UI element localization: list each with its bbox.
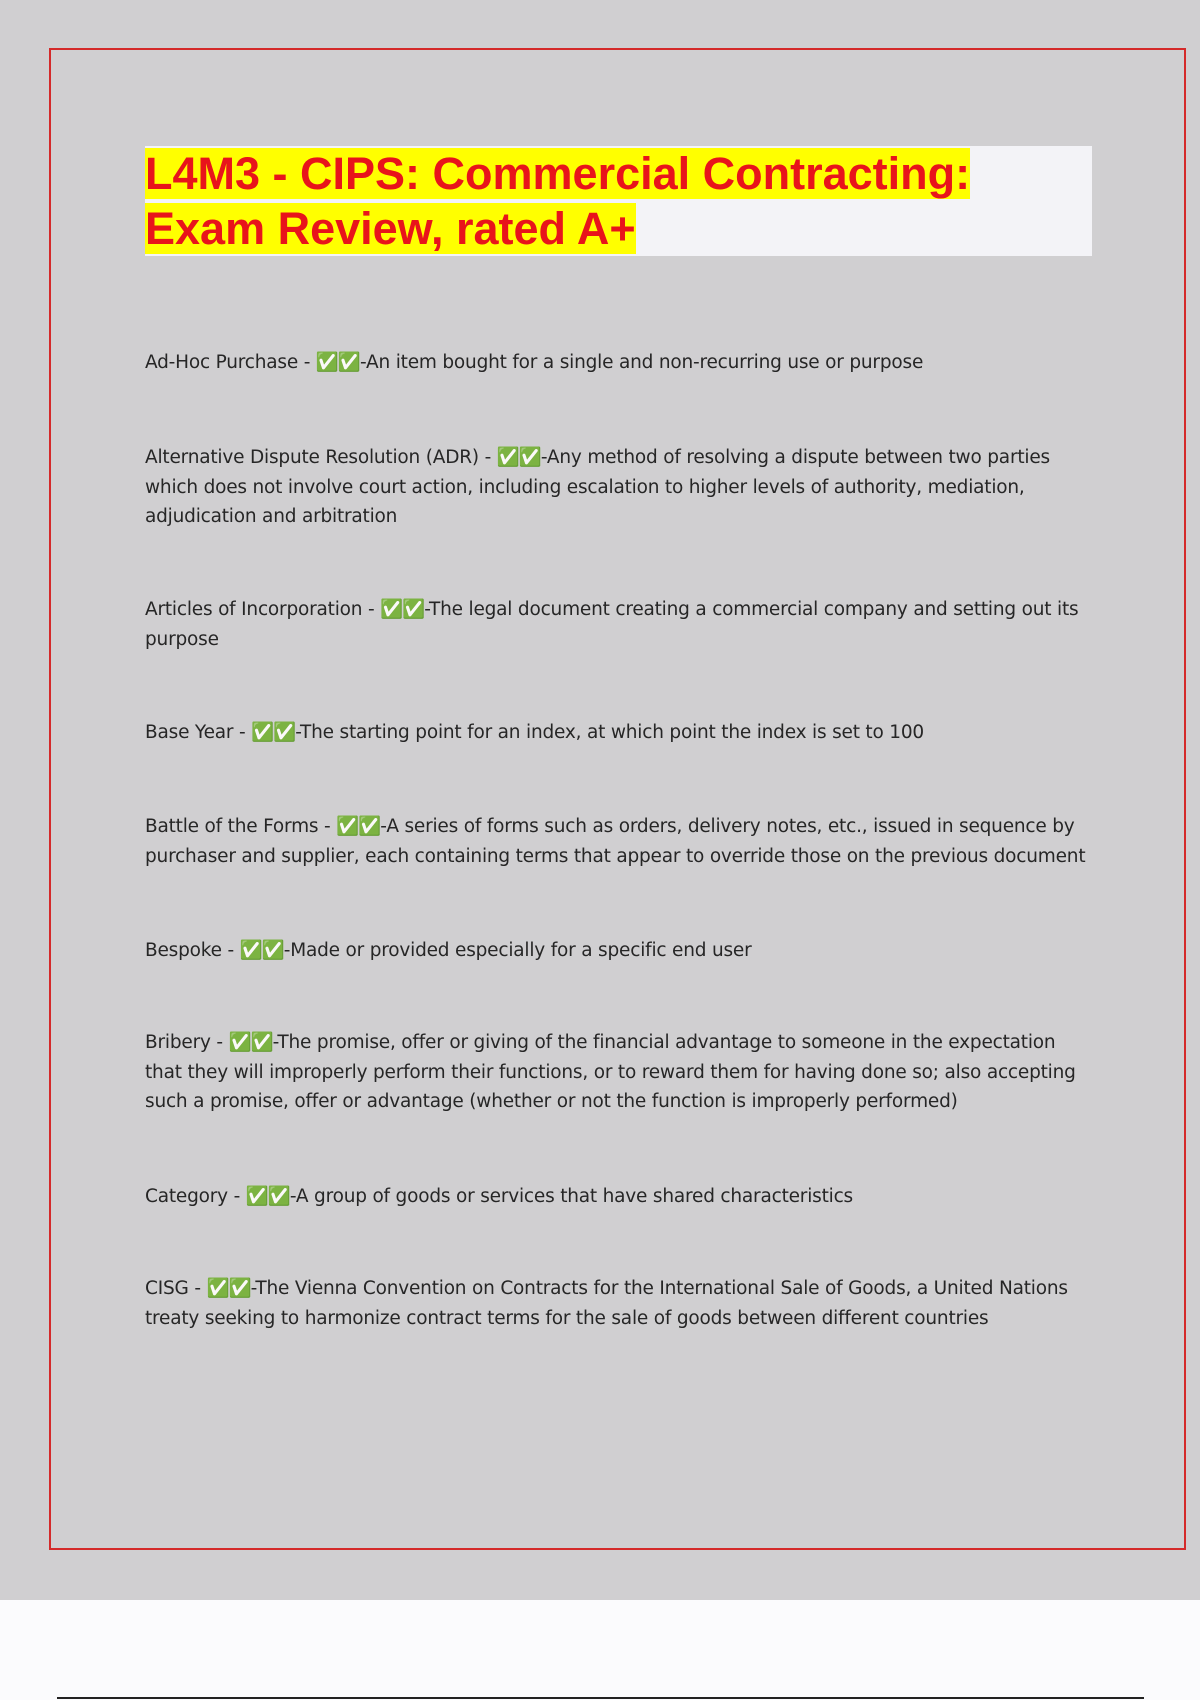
entry-term: Ad-Hoc Purchase <box>145 352 299 373</box>
title-line-2: Exam Review, rated A+ <box>145 203 636 254</box>
entry-separator: - <box>478 447 497 468</box>
entry-separator: - <box>233 722 252 743</box>
glossary-entry <box>145 812 1090 871</box>
entry-definition: -The legal document creating a commercial company and setting out its purpose <box>145 599 1079 650</box>
glossary-entry <box>145 1274 1090 1333</box>
entry-separator: - <box>210 1032 229 1053</box>
entry-separator: - <box>188 1278 207 1299</box>
double-check-icon: ✅✅ <box>496 447 541 468</box>
double-check-icon: ✅✅ <box>336 816 381 837</box>
entry-separator: - <box>362 599 381 620</box>
entry-term: Base Year <box>145 722 234 743</box>
double-check-icon: ✅✅ <box>206 1278 251 1299</box>
double-check-icon: ✅✅ <box>239 940 284 961</box>
entry-definition: -Made or provided especially for a specific end user <box>283 940 752 961</box>
glossary-entry <box>145 936 1090 966</box>
entry-term: Category <box>145 1186 228 1207</box>
entry-definition: -An item bought for a single and non-recurring use or purpose <box>359 352 924 373</box>
double-check-icon: ✅✅ <box>245 1186 290 1207</box>
glossary-entry <box>145 718 1090 748</box>
double-check-icon: ✅✅ <box>315 352 360 373</box>
entry-term: Bribery <box>145 1032 211 1053</box>
entry-separator: - <box>318 816 337 837</box>
entry-definition: -The Vienna Convention on Contracts for the International Sale of Goods, a United Nations treaty seeking to harmonize contract terms for the sale of goods between different countries <box>145 1278 1068 1329</box>
entry-definition: -Any method of resolving a dispute between two parties which does not involve court action, including escalation to higher levels of authority, mediation, adjudication and arbitration <box>145 447 1050 527</box>
entry-separator: - <box>298 352 316 373</box>
glossary-entry <box>145 1182 1090 1212</box>
page-divider-line <box>57 1697 1144 1699</box>
entry-definition: -A group of goods or services that have shared characteristics <box>289 1186 853 1207</box>
entry-definition: -The starting point for an index, at which point the index is set to 100 <box>295 722 924 743</box>
entry-term: Bespoke <box>145 940 222 961</box>
title-line-1: L4M3 - CIPS: Commercial Contracting: <box>145 148 971 199</box>
next-page-preview <box>0 1600 1200 1700</box>
glossary-entry <box>145 443 1090 532</box>
entry-term: Alternative Dispute Resolution (ADR) <box>145 447 479 468</box>
entry-term: Articles of Incorporation <box>145 599 363 620</box>
entry-term: Battle of the Forms <box>145 816 319 837</box>
glossary-entry <box>145 1028 1090 1117</box>
double-check-icon: ✅✅ <box>251 722 296 743</box>
double-check-icon: ✅✅ <box>380 599 425 620</box>
entry-separator: - <box>227 1186 246 1207</box>
entry-definition: -The promise, offer or giving of the financial advantage to someone in the expectation that they will improperly perform their functions, or to reward them for having done so; also accepting such a promise, offer or advantage (whether or not the function is improperly performed) <box>145 1032 1076 1112</box>
entry-definition: -A series of forms such as orders, delivery notes, etc., issued in sequence by purchaser and supplier, each containing terms that appear to override those on the previous document <box>145 816 1086 867</box>
glossary-entry <box>145 348 1090 378</box>
double-check-icon: ✅✅ <box>228 1032 273 1053</box>
glossary-entry <box>145 595 1090 654</box>
entry-separator: - <box>221 940 240 961</box>
document-title <box>145 146 1092 256</box>
entry-term: CISG <box>145 1278 189 1299</box>
